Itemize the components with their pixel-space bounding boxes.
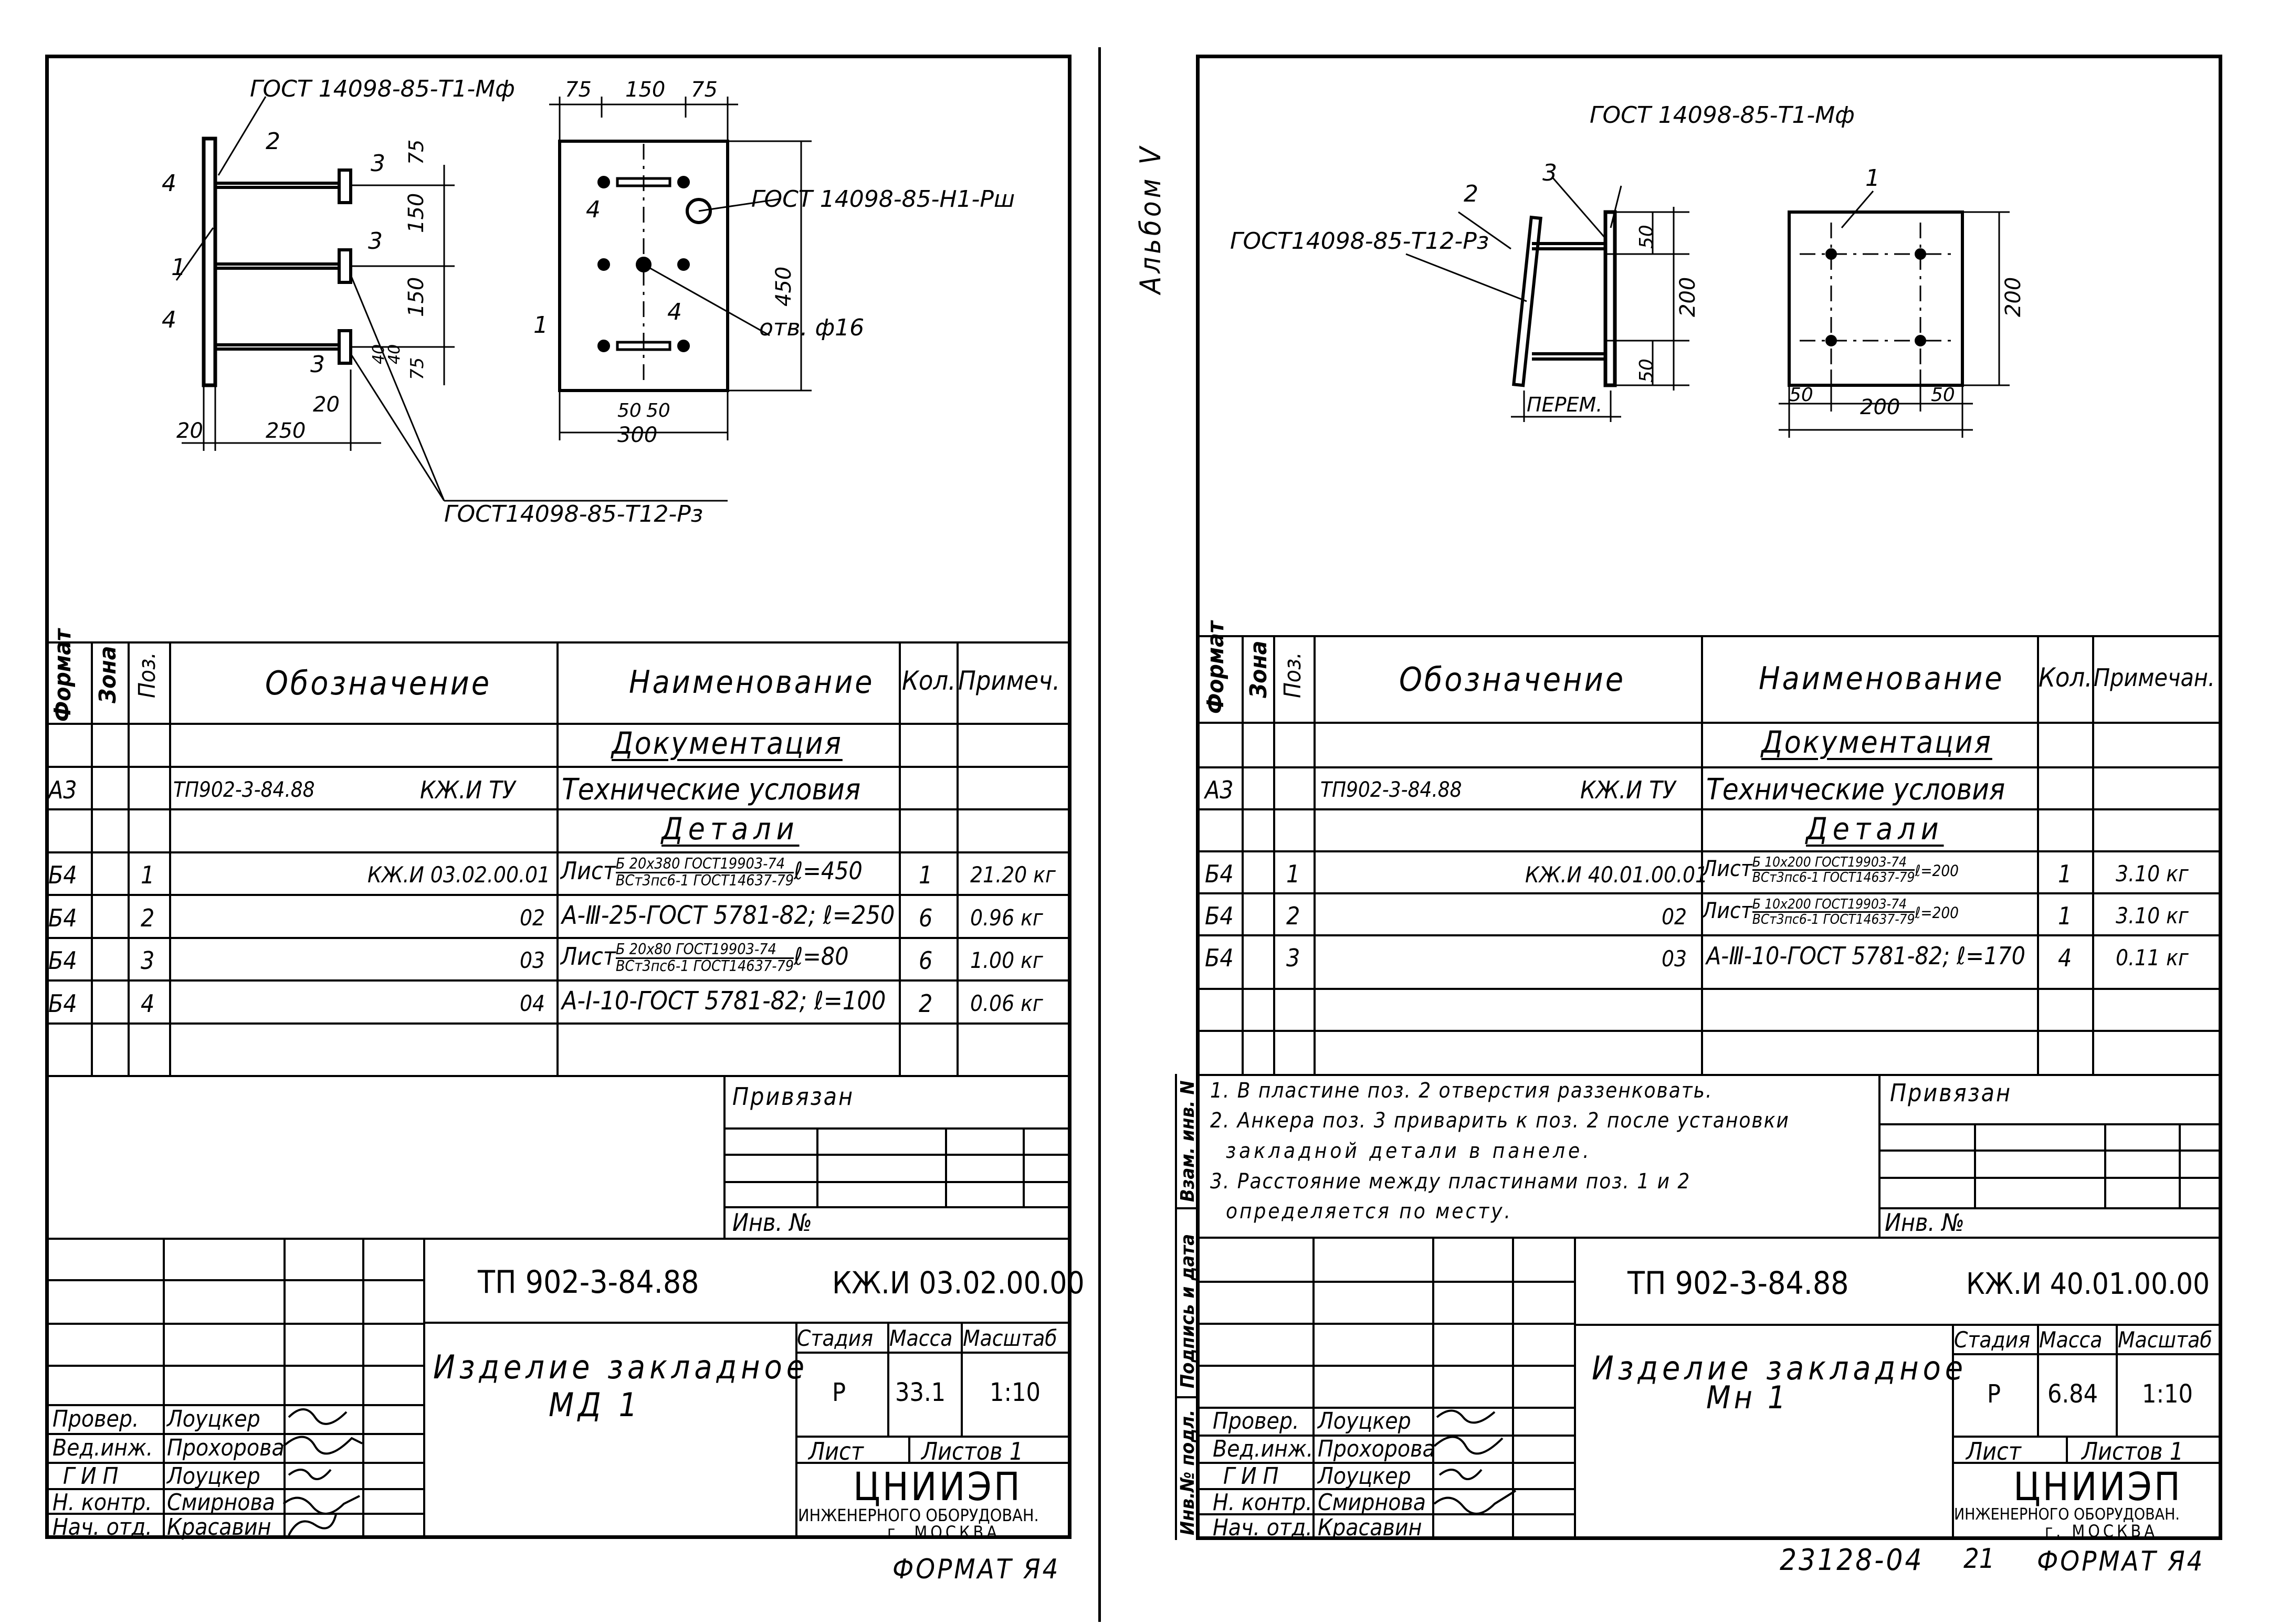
left-role-1: Провер. [52,1406,139,1432]
dim-label: 50 [1931,384,1955,406]
right-title-project: ТП 902-3-84.88 [1627,1265,1849,1302]
left-person-4: Смирнова [167,1489,276,1516]
right-row2-name [1702,856,1959,884]
dim-label: 50 [646,400,670,421]
dim-label: 20 [313,393,340,417]
right-person-1: Лоуцкер [1318,1408,1411,1435]
left-org2: ИНЖЕНЕРНОГО ОБОРУДОВАН. [798,1505,1039,1525]
dim-label: 75 [407,357,428,380]
pos-label: 2 [266,128,280,155]
r-hdr-note: Примечан. [2094,663,2215,692]
right-sheets-label: Листов 1 [2082,1437,2184,1465]
right-role-5: Нач. отд. [1213,1514,1312,1541]
name-fraction [616,857,794,888]
left-person-2: Прохорова [167,1435,285,1461]
right-gost-t12: ГОСТ14098-85-Т12-Рз [1230,228,1489,255]
name-prefix: Лист [561,942,616,971]
pos-label: 3 [310,351,325,378]
right-row3-note: 3.10 кг [2116,903,2189,929]
left-mass: 33.1 [895,1378,946,1407]
dim-label: 150 [625,78,666,102]
dim-label: 200 [1676,277,1700,317]
pos-label: 4 [162,307,176,333]
right-scale: 1:10 [2142,1379,2193,1409]
pos-label: 1 [533,312,548,339]
dim-label: 20 [176,419,203,443]
left-section-det: Детали [661,811,800,847]
left-role-5: Нач. отд. [52,1514,152,1541]
left-row4-name [561,942,849,974]
left-row5-des: 04 [520,990,545,1016]
left-row1-fmt: А3 [48,776,77,804]
pos-label: 1 [1865,165,1880,192]
left-sheets-label: Листов 1 [921,1437,1024,1465]
right-note-2: 2. Анкера поз. 3 приварить к поз. 2 после установки [1210,1109,1790,1133]
dim-label: 200 [1860,395,1900,419]
dim-label: 75 [565,78,592,102]
left-person-1: Лоуцкер [167,1406,260,1432]
right-stage: Р [1987,1379,2001,1409]
left-scale-label: Масштаб [963,1325,1057,1351]
fraction-den: ВСт3пс6-1 ГОСТ14637-79 [1752,912,1915,928]
right-row1-fmt: А3 [1205,776,1234,804]
right-note-5: определяется по месту. [1226,1199,1512,1224]
pos-label: 4 [586,196,601,223]
fraction-den: ВСт3пс6-1 ГОСТ14637-79 [1752,870,1915,886]
right-row4-pos: 3 [1286,944,1300,972]
r-hdr-qty: Кол. [2039,662,2093,693]
right-role-1: Провер. [1213,1408,1299,1435]
right-note-3: закладной детали в панеле. [1226,1139,1592,1163]
fraction-num: Б 20х380 ГОСТ19903-74 [616,857,794,873]
right-org3: г. МОСКВА [2045,1521,2158,1541]
hdr-designation: Обозначение [265,664,492,702]
right-role-4: Н. контр. [1213,1489,1312,1516]
right-gost-t1: ГОСТ 14098-85-Т1-Мф [1590,102,1855,129]
dim-label: 75 [405,139,428,165]
hdr-note: Примеч. [958,666,1060,696]
left-scale: 1:10 [990,1378,1041,1407]
name-fraction [1752,856,1915,884]
dim-label: 40 [385,344,404,364]
hdr-zone: Зона [94,646,121,703]
left-row3-des: 02 [520,905,545,931]
left-row5-qty: 2 [919,989,933,1018]
left-row3-fmt: Б4 [48,904,77,932]
left-row5-pos: 4 [141,989,155,1018]
hdr-name: Наименование [629,664,875,701]
right-scale-label: Масштаб [2118,1327,2212,1353]
pos-label: 3 [371,150,385,177]
pos-label: 4 [162,170,176,197]
hdr-pos: Поз. [134,652,161,698]
left-row2-fmt: Б4 [48,861,77,889]
left-role-2: Вед.инж. [52,1435,153,1461]
right-role-2: Вед.инж. [1213,1436,1314,1462]
left-org1: ЦНИИЭП [853,1464,1022,1510]
right-row4-fmt: Б4 [1205,944,1234,972]
dim-label: 150 [404,193,428,233]
left-row3-qty: 6 [919,904,933,932]
dim-label: 150 [404,277,428,317]
left-row3-name: А-Ⅲ-25-ГОСТ 5781-82; ℓ=250 [562,901,895,930]
pos-label: 3 [1542,160,1557,186]
name-suffix: ℓ=200 [1915,904,1959,922]
right-row3-pos: 2 [1286,902,1300,930]
footer-code: 23128-04 [1780,1543,1924,1577]
right-mass: 6.84 [2047,1379,2098,1409]
right-title-name1: Изделие закладное [1592,1349,1968,1387]
right-title-code: КЖ.И 40.01.00.00 [1966,1267,2210,1301]
right-sheet-label: Лист [1966,1437,2021,1465]
name-prefix: Лист [561,857,616,885]
left-gost-t1: ГОСТ 14098-85-Т1-Мф [250,76,515,102]
name-prefix: Лист [1702,856,1752,882]
r-hdr-zone: Зона [1245,640,1272,698]
right-person-4: Смирнова [1318,1489,1426,1516]
right-row3-fmt: Б4 [1205,902,1234,930]
left-org3: г. МОСКВА [887,1522,1000,1542]
left-row1-name: Технические условия [562,773,861,807]
left-drawing [45,55,1072,642]
left-row3-pos: 2 [141,904,155,932]
dim-label: 300 [617,423,658,447]
left-sheet-label: Лист [808,1437,864,1465]
right-privyazan: Привязан [1890,1079,2012,1107]
pos-label: 1 [171,254,186,281]
right-row1-name: Технические условия [1706,773,2005,807]
hdr-qty: Кол. [902,666,956,696]
right-title-name2: Мн 1 [1706,1379,1789,1416]
right-note-4: 3. Расстояние между пластинами поз. 1 и 2 [1210,1169,1691,1194]
r-hdr-designation: Обозначение [1399,660,1626,699]
right-section-doc: Документация [1761,724,1992,760]
right-row2-des: КЖ.И 40.01.00.01 [1525,862,1708,888]
dim-label: 50 [617,400,642,421]
right-role-3: ГИП [1223,1463,1285,1490]
left-row4-pos: 3 [141,946,155,975]
left-section-doc: Документация [612,725,843,761]
left-otv: отв. ф16 [759,314,865,341]
right-row1-des: ТП902-3-84.88 [1320,778,1462,802]
album-label: Альбом V [1134,144,1167,294]
right-row3-name [1702,898,1959,926]
r-hdr-format: Формат [1202,621,1229,714]
dim-label: 50 [1636,225,1657,249]
right-drawing [1196,55,2222,637]
left-row2-name [561,857,863,889]
stamp-vzam: Взам. инв. N [1177,1080,1199,1202]
right-row2-fmt: Б4 [1205,860,1234,888]
fraction-den: ВСт3пс6-1 ГОСТ14637-79 [615,872,794,889]
right-org2: ИНЖЕНЕРНОГО ОБОРУДОВАН. [1954,1505,2180,1524]
left-row5-note: 0.06 кг [970,990,1043,1016]
left-row4-qty: 6 [919,946,933,975]
left-inv: Инв. № [732,1208,812,1237]
fraction-num: Б 10х200 ГОСТ19903-74 [1752,898,1915,913]
right-row2-qty: 1 [2058,860,2072,888]
left-format: ФОРМАТ Я4 [892,1554,1060,1585]
left-row4-note: 1.00 кг [970,947,1043,973]
fraction-num: Б 10х200 ГОСТ19903-74 [1752,856,1915,871]
pos-label: 3 [368,228,383,255]
dim-label: 250 [266,419,306,443]
pos-label: 4 [667,299,682,325]
right-mass-label: Масса [2039,1327,2103,1353]
right-perem: ПЕРЕМ. [1527,393,1603,416]
dim-label: 40 [370,344,388,364]
left-title-project: ТП 902-3-84.88 [478,1264,699,1301]
left-row3-note: 0.96 кг [970,905,1043,931]
r-hdr-pos: Поз. [1279,652,1306,698]
left-stage-label: Стадия [797,1325,873,1351]
left-mass-label: Масса [889,1325,953,1351]
right-stage-label: Стадия [1954,1327,2030,1353]
right-org1: ЦНИИЭП [2013,1464,2182,1510]
sheet-divider [1098,47,1101,1622]
right-row3-qty: 1 [2058,902,2072,930]
right-person-5: Красавин [1318,1514,1422,1541]
right-note-1: 1. В пластине поз. 2 отверстия раззенковать. [1210,1079,1713,1103]
name-fraction [616,942,794,974]
name-prefix: Лист [1702,898,1752,924]
name-suffix: ℓ=80 [794,942,849,971]
left-row2-note: 21.20 кг [970,862,1056,888]
left-role-3: ГИП [63,1463,125,1490]
left-person-3: Лоуцкер [167,1463,260,1490]
right-row4-qty: 4 [2058,944,2072,972]
fraction-den: ВСт3пс6-1 ГОСТ14637-79 [615,957,794,975]
left-row2-qty: 1 [919,861,933,889]
right-row2-pos: 1 [1286,860,1300,888]
right-signatures [1429,1399,1534,1541]
left-stage: Р [832,1378,846,1407]
name-suffix: ℓ=450 [794,857,863,885]
stamp-inv-podl: Инв.№ подл. [1177,1409,1199,1535]
r-hdr-name: Наименование [1759,660,2004,697]
right-row2-note: 3.10 кг [2116,861,2189,887]
footer-format: ФОРМАТ Я4 [2037,1546,2205,1577]
pos-label: 2 [1464,181,1478,207]
hdr-format: Формат [49,629,76,722]
name-fraction [1752,898,1915,926]
dim-label: 200 [2001,277,2025,317]
left-role-4: Н. контр. [52,1489,152,1516]
fraction-num: Б 20х80 ГОСТ19903-74 [616,942,794,959]
left-row1-des2: КЖ.И ТУ [420,776,516,804]
dim-label: 50 [1789,384,1813,406]
right-row4-note: 0.11 кг [2116,945,2189,971]
left-title-name1: Изделие закладное [433,1348,809,1386]
right-inv: Инв. № [1885,1208,1965,1237]
stamp-podp: Подпись и дата [1177,1233,1199,1388]
left-row5-fmt: Б4 [48,989,77,1018]
footer-page: 21 [1963,1543,1995,1575]
right-row1-des2: КЖ.И ТУ [1580,776,1676,804]
left-row1-des: ТП902-3-84.88 [173,778,315,802]
left-title-name2: МД 1 [549,1386,642,1424]
left-privyazan: Привязан [732,1082,855,1111]
name-suffix: ℓ=200 [1915,862,1959,880]
left-person-5: Красавин [167,1514,271,1541]
dim-label: 75 [691,78,718,102]
right-row3-des: 02 [1662,904,1687,930]
left-row2-pos: 1 [141,861,155,889]
left-signatures [278,1396,367,1543]
left-row4-fmt: Б4 [48,946,77,975]
left-row4-des: 03 [520,947,545,973]
right-row4-name: А-Ⅲ-10-ГОСТ 5781-82; ℓ=170 [1706,942,2025,970]
left-title-code: КЖ.И 03.02.00.00 [832,1265,1085,1301]
left-row5-name: А-Ⅰ-10-ГОСТ 5781-82; ℓ=100 [562,986,886,1016]
dim-label: 450 [772,266,796,307]
right-row4-des: 03 [1662,946,1687,972]
dim-label: 50 [1636,358,1657,383]
right-person-2: Прохорова [1318,1436,1435,1462]
left-row2-des: КЖ.И 03.02.00.01 [367,862,551,888]
left-gost-h1: ГОСТ 14098-85-Н1-Рш [751,186,1015,213]
right-person-3: Лоуцкер [1318,1463,1411,1490]
right-section-det: Детали [1806,811,1944,847]
left-gost-t12: ГОСТ14098-85-Т12-Рз [444,501,703,528]
